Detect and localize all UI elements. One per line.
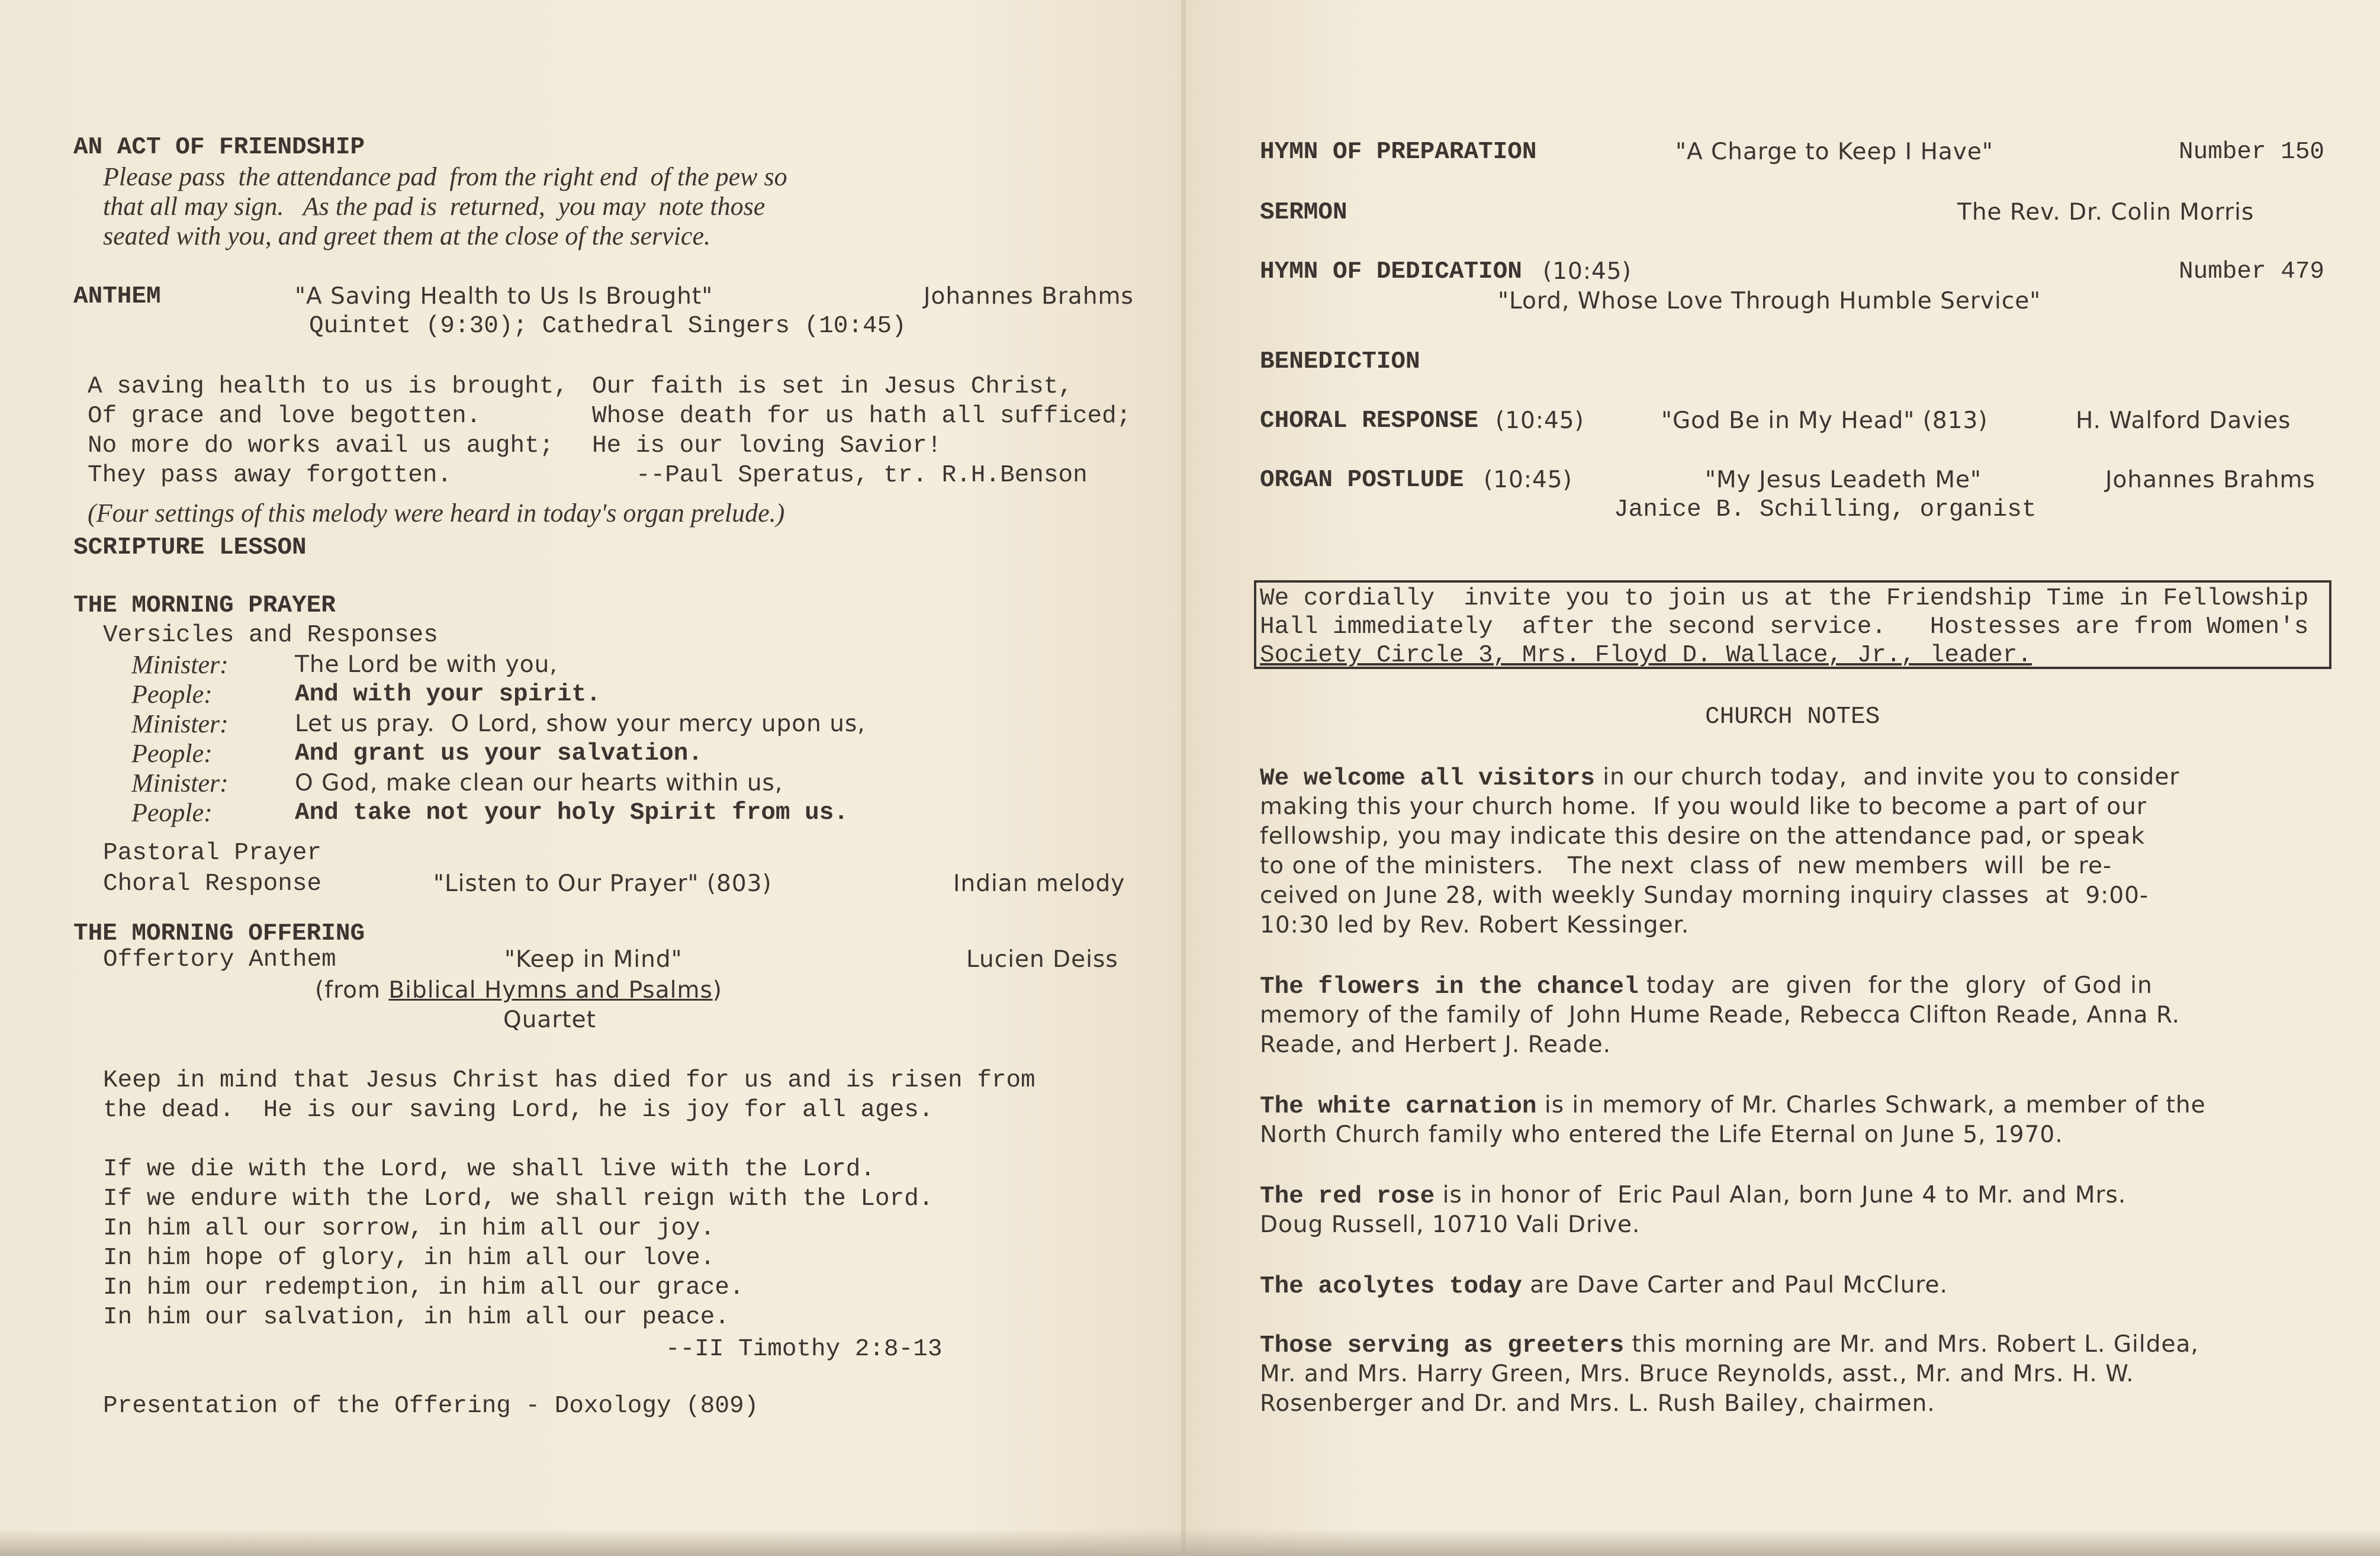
anthem-performers: Quintet (9:30); Cathedral Singers (10:45) [309, 313, 906, 340]
choral-response-time: (10:45) [1495, 407, 1584, 434]
hymn-preparation-number: Number 150 [2179, 139, 2325, 166]
offering-heading: THE MORNING OFFERING [73, 920, 365, 947]
invitation-line: We cordially invite you to join us at the Friendship Time in Fellowship [1260, 585, 2309, 612]
postlude-title: "My Jesus Leadeth Me" [1705, 467, 1982, 493]
carnation-line: The white carnation is in memory of Mr. Charles Schwark, a member of the [1260, 1092, 2206, 1120]
offertory-text-line: In him our salvation, in him all our peace. [103, 1304, 729, 1331]
postlude-composer: Johannes Brahms [2105, 467, 2315, 493]
hymn-dedication-label: HYMN OF DEDICATION [1260, 258, 1522, 285]
acolytes-lead: The acolytes today [1260, 1273, 1522, 1300]
friendship-heading: AN ACT OF FRIENDSHIP [73, 134, 365, 161]
prayer-heading: THE MORNING PRAYER [73, 592, 336, 619]
postlude-organist: Janice B. Schilling, organist [1614, 496, 2037, 523]
welcome-lead: We welcome all visitors [1260, 765, 1595, 792]
choral-response-title: "Listen to Our Prayer" (803) [433, 870, 772, 897]
sermon-preacher: The Rev. Dr. Colin Morris [1957, 199, 2254, 226]
offertory-text-line: In him our redemption, in him all our grace. [103, 1274, 744, 1301]
hymn-preparation-label: HYMN OF PREPARATION [1260, 139, 1537, 166]
versicle-speaker: Minister: [131, 650, 229, 679]
versicle-text: And grant us your salvation. [295, 740, 703, 767]
bottom-edge-shadow [0, 1529, 2380, 1556]
greeters-line: Mr. and Mrs. Harry Green, Mrs. Bruce Reynolds, asst., Mr. and Mrs. H. W. [1260, 1361, 2134, 1387]
church-notes-heading: CHURCH NOTES [1705, 703, 1880, 731]
versicle-speaker: People: [131, 739, 213, 768]
offertory-text-line: If we endure with the Lord, we shall reign with the Lord. [103, 1185, 934, 1213]
versicle-text: And with your spirit. [295, 681, 601, 708]
choral-response-label: Choral Response [103, 870, 322, 898]
anthem-text-line: No more do works avail us aught; [88, 432, 554, 459]
offertory-text-line: Keep in mind that Jesus Christ has died for us and is risen from [103, 1067, 1035, 1094]
offering-presentation: Presentation of the Offering - Doxology (809) [103, 1393, 759, 1420]
anthem-text-line: They pass away forgotten. [88, 462, 452, 489]
rose-lead: The red rose [1260, 1183, 1435, 1210]
friendship-line: seated with you, and greet them at the close of the service. [103, 221, 710, 250]
flowers-line: The flowers in the chancel today are given for the glory of God in [1260, 972, 2153, 1001]
versicle-text: Let us pray. O Lord, show your mercy upon us, [295, 711, 866, 737]
versicle-speaker: Minister: [131, 769, 229, 798]
choral-response-composer: H. Walford Davies [2076, 407, 2291, 434]
scripture-citation: --II Timothy 2:8-13 [665, 1336, 943, 1363]
offertory-anthem-composer: Lucien Deiss [966, 946, 1118, 973]
anthem-note: (Four settings of this melody were heard in today's organ prelude.) [88, 499, 785, 528]
welcome-line: We welcome all visitors in our church today, and invite you to consider [1260, 764, 2180, 792]
offertory-source: (from Biblical Hymns and Psalms) [315, 977, 722, 1004]
versicle-text: And take not your holy Spirit from us. [295, 799, 848, 827]
prayer-subheading: Versicles and Responses [103, 622, 438, 649]
choral-response-title: "God Be in My Head" (813) [1661, 407, 1988, 434]
greeters-lead: Those serving as greeters [1260, 1332, 1625, 1359]
hymn-preparation-title: "A Charge to Keep I Have" [1675, 139, 1993, 165]
offertory-text-line: the dead. He is our saving Lord, he is joy for all ages. [103, 1097, 934, 1124]
rose-line: The red rose is in honor of Eric Paul Alan, born June 4 to Mr. and Mrs. [1260, 1182, 2127, 1210]
hymn-dedication-time: (10:45) [1543, 258, 1632, 285]
carnation-lead: The white carnation [1260, 1093, 1537, 1120]
anthem-text-line: Our faith is set in Jesus Christ, [592, 373, 1073, 400]
page-fold [1181, 0, 1186, 1556]
flowers-lead: The flowers in the chancel [1260, 973, 1639, 1001]
offertory-text-line: In him hope of glory, in him all our love. [103, 1245, 715, 1272]
offertory-source-book: Biblical Hymns and Psalms [388, 977, 713, 1004]
friendship-line: that all may sign. As the pad is returned, you may note those [103, 192, 766, 221]
offertory-anthem-title: "Keep in Mind" [504, 946, 683, 973]
greeters-line: Those serving as greeters this morning are Mr. and Mrs. Robert L. Gildea, [1260, 1331, 2199, 1359]
rose-line: Doug Russell, 10710 Vali Drive. [1260, 1211, 1641, 1238]
versicle-speaker: Minister: [131, 709, 229, 738]
hymn-dedication-title: "Lord, Whose Love Through Humble Service" [1498, 288, 2041, 314]
welcome-line: 10:30 led by Rev. Robert Kessinger. [1260, 912, 1690, 938]
anthem-text-line: A saving health to us is brought, [88, 373, 568, 400]
welcome-line: making this your church home. If you would like to become a part of our [1260, 793, 2147, 820]
choral-response-source: Indian melody [953, 870, 1125, 897]
offertory-anthem-label: Offertory Anthem [103, 946, 336, 973]
carnation-line: North Church family who entered the Life Eternal on June 5, 1970. [1260, 1121, 2063, 1148]
offertory-text-line: In him all our sorrow, in him all our joy. [103, 1215, 715, 1242]
versicle-text: O God, make clean our hearts within us, [295, 770, 783, 796]
sermon-label: SERMON [1260, 199, 1347, 226]
versicle-speaker: People: [131, 798, 213, 827]
scripture-heading: SCRIPTURE LESSON [73, 534, 307, 561]
offertory-performers: Quartet [503, 1007, 596, 1033]
benediction-label: BENEDICTION [1260, 348, 1420, 375]
flowers-line: memory of the family of John Hume Reade, Rebecca Clifton Reade, Anna R. [1260, 1002, 2180, 1028]
anthem-label: ANTHEM [73, 283, 161, 310]
anthem-title: "A Saving Health to Us Is Brought" [295, 283, 713, 310]
anthem-text-line: Of grace and love begotten. [88, 403, 481, 430]
anthem-text-line: He is our loving Savior! [592, 432, 942, 459]
postlude-label: ORGAN POSTLUDE [1260, 467, 1464, 494]
acolytes-line: The acolytes today are Dave Carter and Paul McClure. [1260, 1272, 1948, 1300]
welcome-line: fellowship, you may indicate this desire on the attendance pad, or speak [1260, 823, 2146, 850]
choral-response-label: CHORAL RESPONSE [1260, 407, 1479, 435]
anthem-attribution: --Paul Speratus, tr. R.H.Benson [636, 462, 1088, 489]
flowers-line: Reade, and Herbert J. Reade. [1260, 1031, 1612, 1058]
welcome-line: ceived on June 28, with weekly Sunday morning inquiry classes at 9:00- [1260, 882, 2149, 909]
hymn-dedication-number: Number 479 [2179, 258, 2325, 285]
pastoral-prayer: Pastoral Prayer [103, 840, 322, 867]
versicle-speaker: People: [131, 680, 213, 709]
postlude-time: (10:45) [1484, 467, 1572, 493]
invitation-line: Hall immediately after the second service. Hostesses are from Women's [1260, 613, 2309, 641]
versicle-text: The Lord be with you, [295, 651, 558, 678]
anthem-composer: Johannes Brahms [924, 283, 1134, 310]
invitation-line: Society Circle 3, Mrs. Floyd D. Wallace, Jr., leader. [1260, 642, 2032, 669]
greeters-line: Rosenberger and Dr. and Mrs. L. Rush Bailey, chairmen. [1260, 1390, 1935, 1417]
welcome-line: to one of the ministers. The next class of new members will be re- [1260, 853, 2112, 879]
offertory-text-line: If we die with the Lord, we shall live with the Lord. [103, 1156, 876, 1183]
friendship-line: Please pass the attendance pad from the right end of the pew so [103, 162, 787, 191]
anthem-text-line: Whose death for us hath all sufficed; [592, 403, 1131, 430]
